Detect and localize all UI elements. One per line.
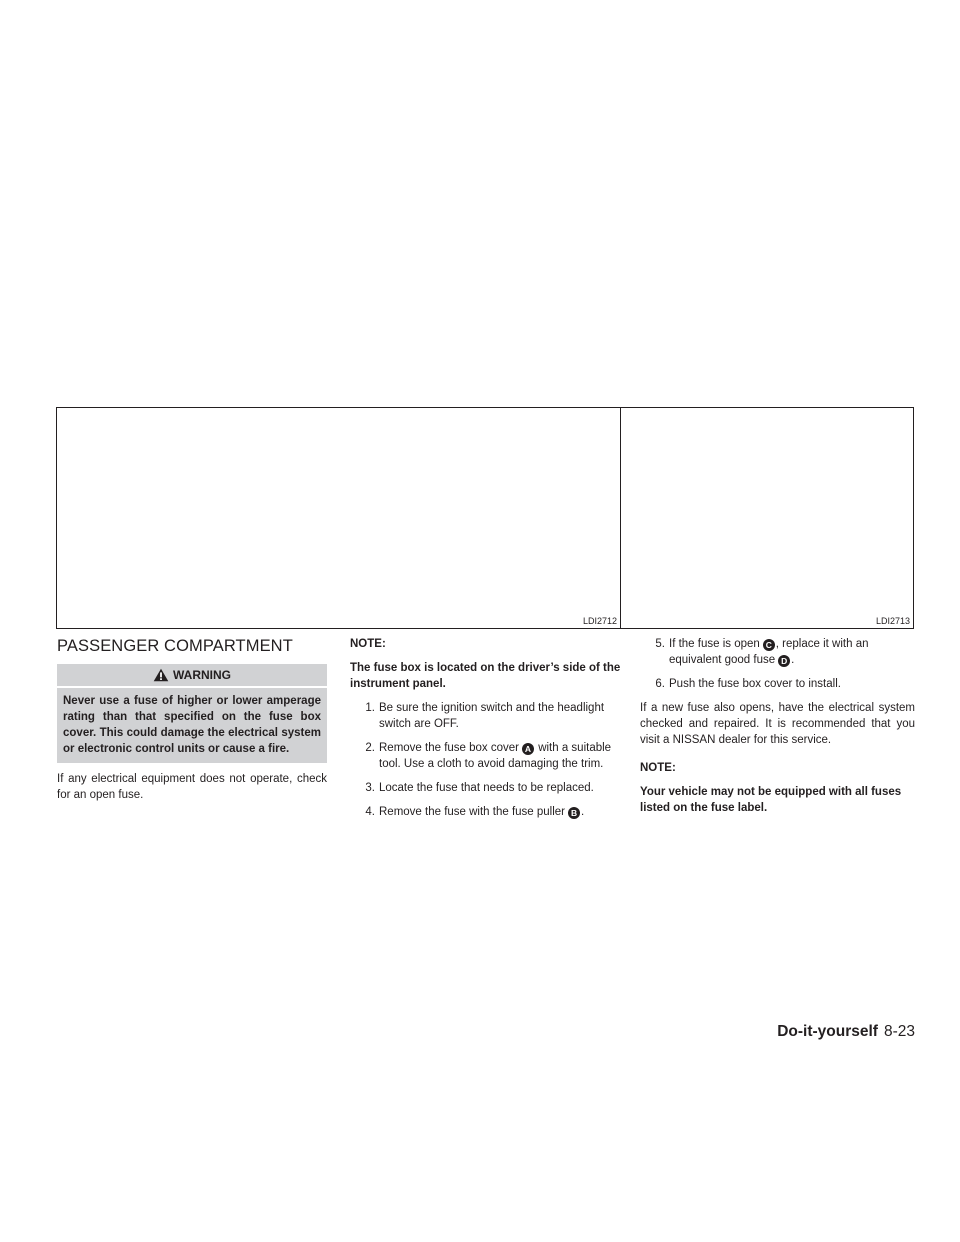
intro-paragraph: If any electrical equipment does not operate, check for an open fuse. <box>57 773 327 801</box>
note-text: The fuse box is located on the driver’s side of the instrument panel. <box>350 662 621 690</box>
step-item <box>350 740 622 772</box>
step-text: Be sure the ignition switch and the headlight switch are OFF. <box>379 702 605 730</box>
step-number: 3. <box>365 782 375 794</box>
warning-text: Never use a fuse of higher or lower amperage rating than that specified on the fuse box cover. This could damage the electrical system or electronic control units or cause a fire. <box>57 688 327 763</box>
figure-label: LDI2712 <box>582 616 617 626</box>
step-number: 6. <box>655 678 665 690</box>
warning-triangle-icon <box>153 668 169 682</box>
step-number: 4. <box>365 806 375 818</box>
step-item <box>350 804 622 820</box>
section-title: PASSENGER COMPARTMENT <box>57 637 293 655</box>
step-item <box>350 700 622 732</box>
step-text: Locate the fuse that needs to be replaced. <box>379 782 594 794</box>
warning-header <box>57 664 327 686</box>
after-steps-paragraph: If a new fuse also opens, have the electrical system checked and repaired. It is recommended that you visit a NISSAN dealer for this service. <box>640 702 915 746</box>
callout-b-icon: B <box>568 807 580 819</box>
step-text: If the fuse is open C , replace it with an equivalent good fuse D . <box>669 638 869 666</box>
step-item <box>350 780 622 796</box>
warning-title: WARNING <box>173 668 231 682</box>
step-number: 2. <box>365 742 375 754</box>
step-text: Remove the fuse box cover A with a suitable tool. Use a cloth to avoid damaging the trim. <box>379 742 612 770</box>
callout-d-icon: D <box>778 655 790 667</box>
step-text: Remove the fuse with the fuse puller B . <box>379 806 585 818</box>
step-number: 1. <box>365 702 375 714</box>
step-item <box>640 636 915 668</box>
callout-a-icon: A <box>522 743 534 755</box>
note-label: NOTE: <box>640 762 676 774</box>
steps-list-continued <box>640 636 915 692</box>
step-number: 5. <box>655 638 665 650</box>
page-number: 8-23 <box>883 1023 915 1040</box>
note-text: Your vehicle may not be equipped with all fuses listed on the fuse label. <box>640 786 902 814</box>
note-label: NOTE: <box>350 638 386 650</box>
column-2 <box>350 636 622 820</box>
callout-c-icon: C <box>763 639 775 651</box>
steps-list <box>350 700 622 820</box>
page-footer <box>777 1023 915 1041</box>
figure-label: LDI2713 <box>875 616 910 626</box>
footer-section-name: Do-it-yourself <box>777 1023 878 1040</box>
step-text: Push the fuse box cover to install. <box>669 678 841 690</box>
step-item <box>640 676 915 692</box>
figure-fuse-box-location <box>56 407 621 629</box>
column-1 <box>57 636 327 803</box>
figure-fuse-condition <box>620 407 914 629</box>
column-3 <box>640 636 915 816</box>
